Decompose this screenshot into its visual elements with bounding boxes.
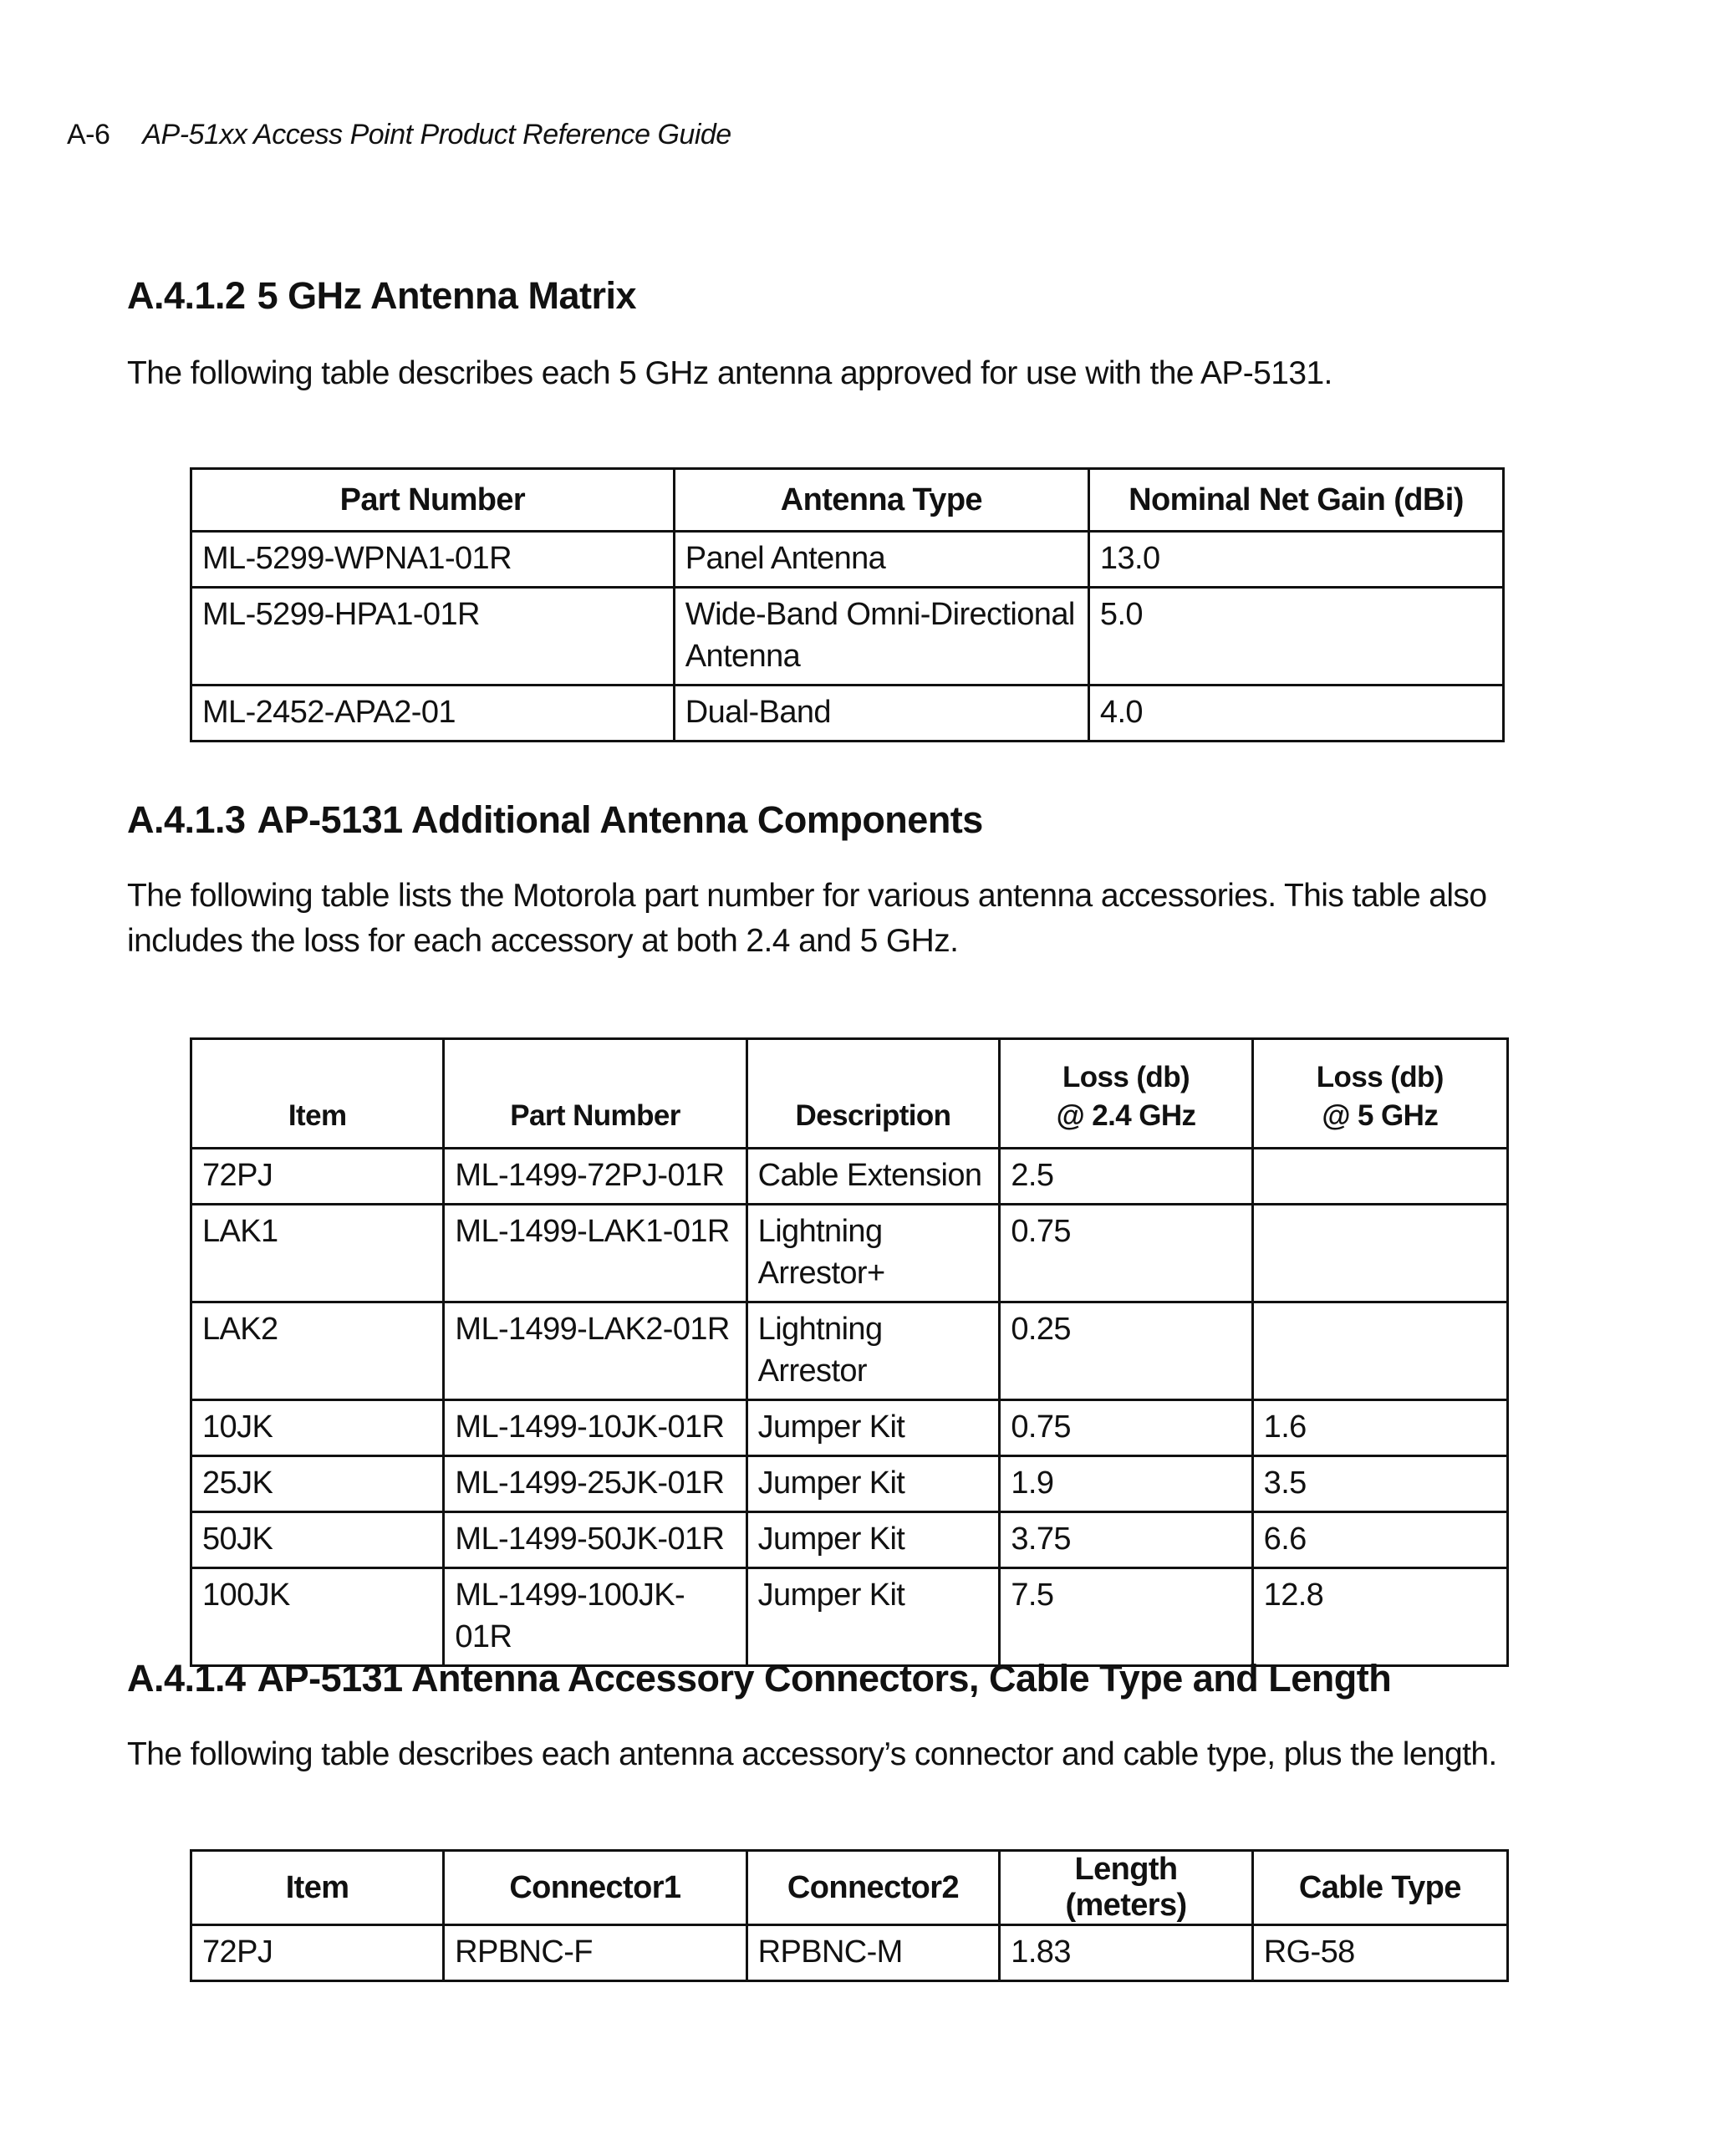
table-row	[191, 1456, 1508, 1512]
table-cell: 72PJ	[191, 1925, 444, 1981]
table-cell: 50JK	[191, 1512, 444, 1568]
section-title: 5 GHz Antenna Matrix	[257, 274, 636, 317]
table-cell: Lightning Arrestor+	[746, 1205, 1000, 1302]
page-number: A-6	[67, 119, 110, 150]
antenna-components-table	[190, 1037, 1509, 1667]
table-cell: LAK1	[191, 1205, 444, 1302]
table-cell: Lightning Arrestor	[746, 1302, 1000, 1400]
table-cell: Dual-Band	[674, 686, 1088, 742]
table-cell: ML-5299-HPA1-01R	[191, 588, 675, 686]
accessory-connectors-table	[190, 1849, 1509, 1982]
table-cell: ML-1499-100JK-01R	[444, 1568, 746, 1666]
section-intro-text: The following table describes each 5 GHz antenna approved for use with the AP-5131.	[127, 355, 1332, 391]
table-cell: RG-58	[1252, 1925, 1507, 1981]
section-heading	[127, 274, 1515, 318]
table-cell: 0.75	[1000, 1205, 1252, 1302]
table-header	[191, 469, 1504, 532]
section-heading	[127, 1657, 1515, 1700]
section-intro-1	[127, 351, 1515, 396]
table-row	[191, 532, 1504, 588]
column-header: Cable Type	[1252, 1851, 1507, 1925]
section-number: A.4.1.4	[127, 1657, 246, 1700]
table-cell: 3.75	[1000, 1512, 1252, 1568]
table-cell: Panel Antenna	[674, 532, 1088, 588]
table-cell: ML-2452-APA2-01	[191, 686, 675, 742]
table-cell: 2.5	[1000, 1149, 1252, 1205]
section-accessory-connectors	[127, 1657, 1515, 1700]
table-row	[191, 1205, 1508, 1302]
section-number: A.4.1.3	[127, 798, 246, 841]
column-header: Item	[191, 1039, 444, 1149]
section-number: A.4.1.2	[127, 274, 246, 317]
table-cell	[1252, 1205, 1507, 1302]
column-header: Length (meters)	[1000, 1851, 1252, 1925]
table-cell: 7.5	[1000, 1568, 1252, 1666]
table-cell: 1.6	[1252, 1400, 1507, 1456]
table-cell: 12.8	[1252, 1568, 1507, 1666]
table-row	[191, 1512, 1508, 1568]
table-row	[191, 686, 1504, 742]
table-cell: Cable Extension	[746, 1149, 1000, 1205]
table-row	[191, 588, 1504, 686]
section-5ghz-antenna-matrix	[127, 274, 1515, 318]
table-cell: ML-5299-WPNA1-01R	[191, 532, 675, 588]
section-intro-2	[127, 874, 1515, 964]
table-cell: 13.0	[1088, 532, 1503, 588]
table-cell: 3.5	[1252, 1456, 1507, 1512]
table-cell	[1252, 1302, 1507, 1400]
table-cell: RPBNC-F	[444, 1925, 746, 1981]
table-header	[191, 1039, 1508, 1149]
table-row	[191, 1568, 1508, 1666]
table-cell: 1.9	[1000, 1456, 1252, 1512]
table-cell: 72PJ	[191, 1149, 444, 1205]
column-header: Part Number	[444, 1039, 746, 1149]
table-cell: 0.25	[1000, 1302, 1252, 1400]
table-cell: LAK2	[191, 1302, 444, 1400]
guide-title: AP-51xx Access Point Product Reference Guide	[142, 119, 731, 150]
table-cell: 0.75	[1000, 1400, 1252, 1456]
table-row	[191, 1925, 1508, 1981]
table-cell: 1.83	[1000, 1925, 1252, 1981]
table-cell: 5.0	[1088, 588, 1503, 686]
table-row	[191, 1400, 1508, 1456]
column-header: Nominal Net Gain (dBi)	[1088, 469, 1503, 532]
section-title: AP-5131 Antenna Accessory Connectors, Cable Type and Length	[257, 1657, 1392, 1700]
table-cell: Jumper Kit	[746, 1400, 1000, 1456]
table-cell: 10JK	[191, 1400, 444, 1456]
table-cell: Jumper Kit	[746, 1456, 1000, 1512]
table-cell: RPBNC-M	[746, 1925, 1000, 1981]
table-cell	[1252, 1149, 1507, 1205]
section-title: AP-5131 Additional Antenna Components	[257, 798, 983, 841]
antenna-matrix-table	[190, 467, 1505, 742]
section-intro-text: The following table lists the Motorola part number for various antenna accessories. This table also includes the loss for each accessory at both 2.4 and 5 GHz.	[127, 878, 1487, 959]
table-cell: Jumper Kit	[746, 1568, 1000, 1666]
table-row	[191, 1149, 1508, 1205]
table-cell: 25JK	[191, 1456, 444, 1512]
column-header: Loss (db) @ 5 GHz	[1252, 1039, 1507, 1149]
table-header	[191, 1851, 1508, 1925]
page-header	[67, 119, 731, 151]
table-cell: ML-1499-LAK1-01R	[444, 1205, 746, 1302]
column-header: Description	[746, 1039, 1000, 1149]
column-header: Part Number	[191, 469, 675, 532]
table-cell: 100JK	[191, 1568, 444, 1666]
column-header: Connector2	[746, 1851, 1000, 1925]
column-header: Antenna Type	[674, 469, 1088, 532]
section-additional-antenna-components	[127, 798, 1515, 842]
column-header: Loss (db) @ 2.4 GHz	[1000, 1039, 1252, 1149]
section-heading	[127, 798, 1515, 842]
table-cell: 4.0	[1088, 686, 1503, 742]
table-cell: ML-1499-50JK-01R	[444, 1512, 746, 1568]
table-cell: Jumper Kit	[746, 1512, 1000, 1568]
section-intro-text: The following table describes each antenna accessory’s connector and cable type, plus the length.	[127, 1736, 1497, 1772]
column-header: Item	[191, 1851, 444, 1925]
table-cell: ML-1499-25JK-01R	[444, 1456, 746, 1512]
section-intro-3	[127, 1732, 1515, 1777]
table-cell: 6.6	[1252, 1512, 1507, 1568]
column-header: Connector1	[444, 1851, 746, 1925]
table-cell: ML-1499-LAK2-01R	[444, 1302, 746, 1400]
table-row	[191, 1302, 1508, 1400]
table-cell: ML-1499-72PJ-01R	[444, 1149, 746, 1205]
table-cell: ML-1499-10JK-01R	[444, 1400, 746, 1456]
table-cell: Wide-Band Omni-Directional Antenna	[674, 588, 1088, 686]
